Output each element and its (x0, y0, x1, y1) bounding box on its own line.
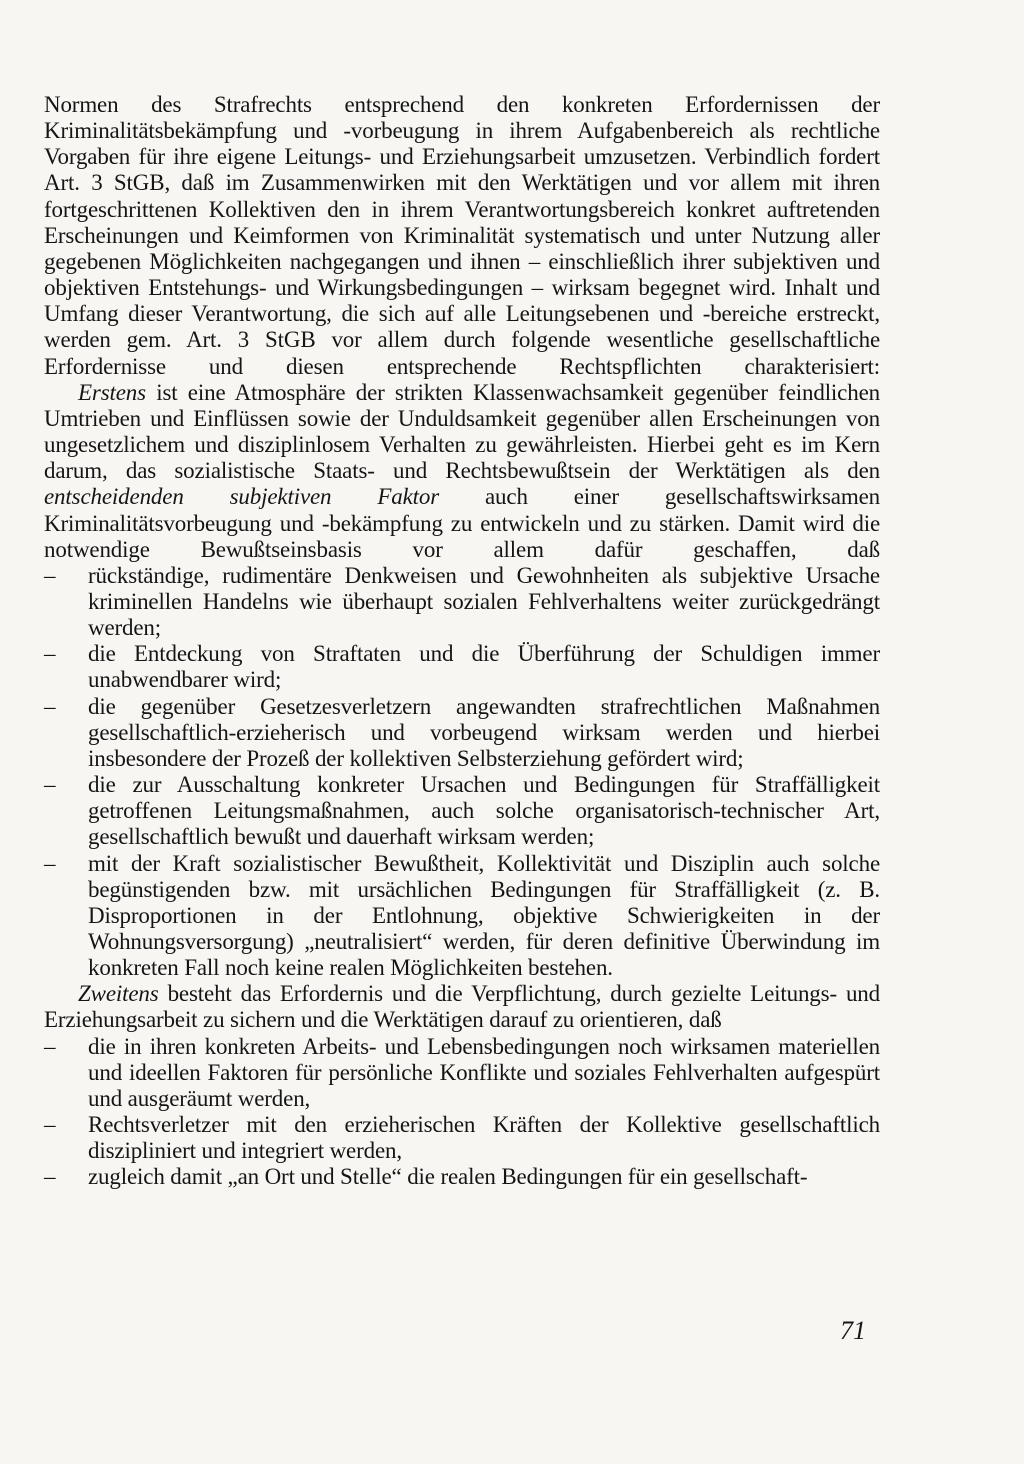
list-dash: – (44, 1164, 56, 1190)
page-number: 71 (840, 1316, 866, 1345)
first-emphasis: entscheidenden subjektiven Faktor (44, 484, 440, 510)
list-item-text: die Entdeckung von Straftaten und die Überführung der Schuldigen immer unabwendbarer wird; (88, 641, 880, 693)
first-lead: Erstens (78, 379, 146, 405)
list-dash: – (44, 1033, 56, 1059)
list-item (44, 1034, 880, 1112)
list-item-text: die gegenüber Gesetzesverletzern angewandten strafrechtlichen Maßnahmen gesellschaftlich-erzieherisch und vorbeugend wirksam werden und hierbei insbesondere der Prozeß der kollektiven Selbsterziehung gefördert wird; (88, 693, 880, 771)
list-item-text: zugleich damit „an Ort und Stelle“ die realen Bedingungen für ein gesellschaft- (88, 1164, 808, 1190)
first-text-before: ist eine Atmosphäre der strikten Klassenwachsamkeit gegenüber feindlichen Umtrieben und Einflüssen sowie der Unduldsamkeit gegenüber allen Erscheinungen von ungesetzlichem und disziplinlosem Verhalten zu gewährleisten. Hierbei geht es im Kern darum, das sozialistische Staats- und Rechtsbewußtsein der Werktätigen als den (44, 379, 880, 484)
intro-paragraph (44, 92, 880, 380)
list-dash: – (44, 641, 56, 667)
list-dash: – (44, 693, 56, 719)
first-list (44, 563, 880, 982)
list-dash: – (44, 850, 56, 876)
intro-text: Normen des Strafrechts entsprechend den konkreten Erfordernissen der Kriminalitätsbekämpfung und -vorbeugung in ihrem Aufgabenbereich als rechtliche Vorgaben für ihre eigene Leitungs- und Erziehungsarbeit umzusetzen. Verbindlich fordert Art. 3 StGB, daß im Zusammenwirken mit den Werktätigen und vor allem mit ihren fortgeschrittenen Kollektiven den in ihrem Verantwortungsbereich konkret auftretenden Erscheinungen und Keimformen von Kriminalität systematisch und unter Nutzung aller gegebenen Möglichkeiten nachgegangen und ihnen – einschließlich ihrer subjektiven und objektiven Entstehungs- und Wirkungsbedingungen – wirksam begegnet wird. Inhalt und Umfang dieser Verantwortung, die sich auf alle Leitungsebenen und -bereiche erstreckt, werden gem. Art. 3 StGB vor allem durch folgende wesentliche gesellschaftliche Erfordernisse und diesen entsprechende Rechtspflichten charakterisiert: (44, 92, 880, 379)
list-item-text: die zur Ausschaltung konkreter Ursachen und Bedingungen für Straffälligkeit getroffenen Leitungsmaßnahmen, auch solche organisatorisch-technischer Art, gesellschaftlich bewußt und dauerhaft wirksam werden; (88, 772, 880, 850)
list-item (44, 772, 880, 850)
list-dash: – (44, 562, 56, 588)
body-text (44, 92, 880, 1191)
first-text-after: auch einer gesellschaftswirksamen Kriminalitätsvorbeugung und -bekämpfung zu entwickeln und zu stärken. Damit wird die notwendige Bewußtseinsbasis vor allem dafür geschaffen, daß (44, 484, 880, 562)
list-dash: – (44, 772, 56, 798)
second-text: besteht das Erfordernis und die Verpflichtung, durch gezielte Leitungs- und Erziehungsarbeit zu sichern und die Werktätigen darauf zu orientieren, daß (44, 981, 880, 1033)
list-item-text: die in ihren konkreten Arbeits- und Lebensbedingungen noch wirksamen materiellen und ideellen Faktoren für persönliche Konflikte und soziales Fehlverhalten aufgespürt und ausgeräumt werden, (88, 1033, 880, 1111)
list-item (44, 563, 880, 641)
list-item (44, 641, 880, 693)
list-item (44, 694, 880, 772)
list-item (44, 1112, 880, 1164)
first-paragraph (44, 380, 880, 563)
list-item (44, 1164, 880, 1190)
list-item (44, 851, 880, 982)
list-item-text: mit der Kraft sozialistischer Bewußtheit, Kollektivität und Disziplin auch solche begünstigenden bzw. mit ursächlichen Bedingungen für Straffälligkeit (z. B. Disproportionen in der Entlohnung, objektive Schwierigkeiten in der Wohnungsversorgung) „neutralisiert“ werden, für deren definitive Überwindung im konkreten Fall noch keine realen Möglichkeiten bestehen. (88, 850, 880, 981)
list-dash: – (44, 1112, 56, 1138)
second-paragraph (44, 981, 880, 1033)
second-lead: Zweitens (78, 981, 159, 1007)
list-item-text: Rechtsverletzer mit den erzieherischen Kräften der Kollektive gesellschaftlich diszipliniert und integriert werden, (88, 1112, 880, 1164)
list-item-text: rückständige, rudimentäre Denkweisen und Gewohnheiten als subjektive Ursache kriminellen Handelns wie überhaupt sozialen Fehlverhaltens weiter zurückgedrängt werden; (88, 562, 880, 641)
second-list (44, 1034, 880, 1191)
